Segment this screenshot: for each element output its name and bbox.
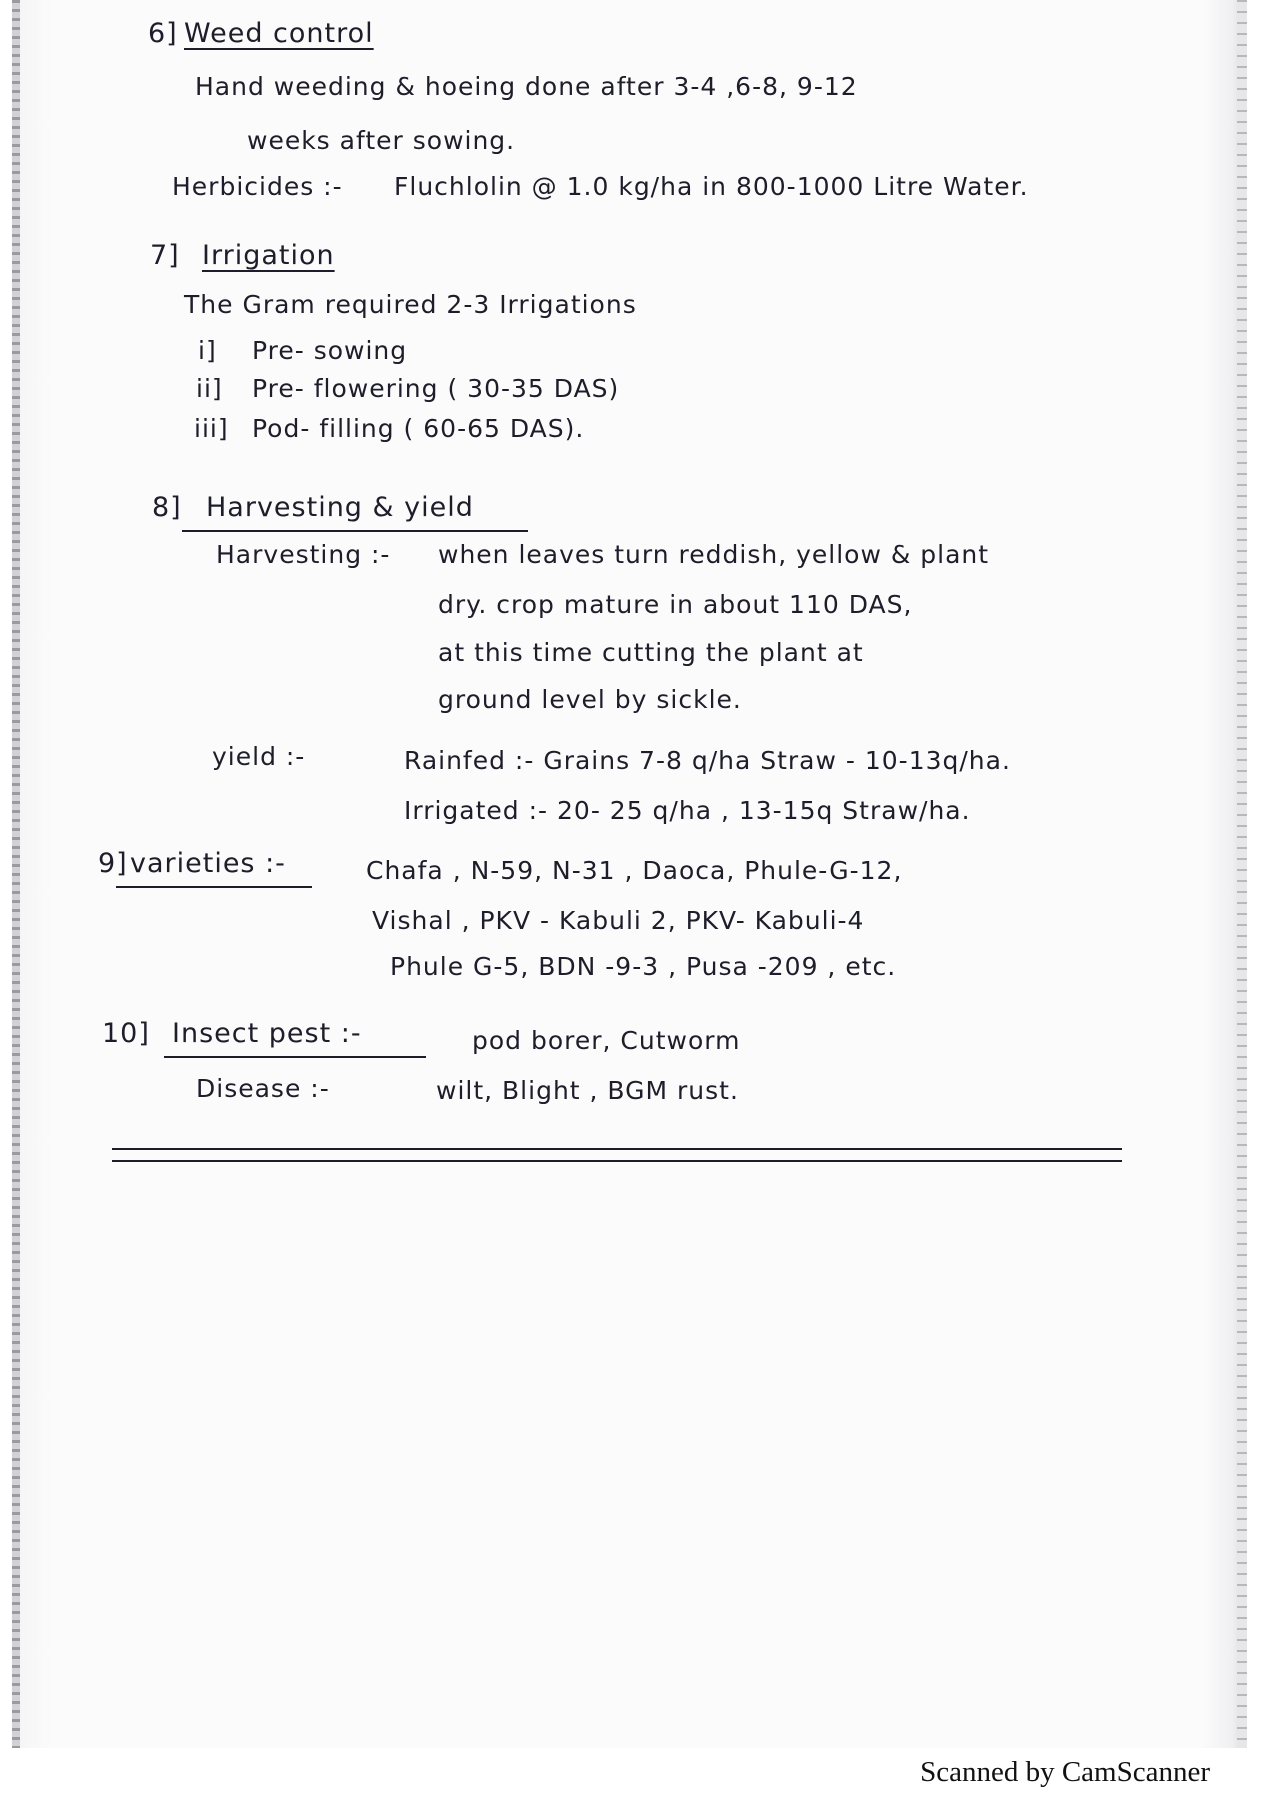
notebook-page (12, 0, 1247, 1748)
page-binding-edge (12, 0, 20, 1748)
list-marker: ii] (196, 374, 223, 403)
text-line: The Gram required 2-3 Irrigations (184, 290, 637, 319)
disease-label: Disease :- (196, 1074, 330, 1103)
text-line: dry. crop mature in about 110 DAS, (438, 590, 913, 619)
list-item: Pod- filling ( 60-65 DAS). (252, 414, 585, 443)
closing-rule-top (112, 1148, 1122, 1150)
list-marker: i] (198, 336, 217, 365)
camscanner-watermark: Scanned by CamScanner (920, 1756, 1210, 1788)
section-number: 6] (148, 18, 178, 49)
section-heading: varieties :- (130, 848, 286, 879)
text-line: Irrigated :- 20- 25 q/ha , 13-15q Straw/ha. (404, 796, 971, 825)
text-line: ground level by sickle. (438, 685, 742, 714)
text-line: Phule G-5, BDN -9-3 , Pusa -209 , etc. (390, 952, 897, 981)
text-line: Chafa , N-59, N-31 , Daoca, Phule-G-12, (366, 856, 903, 885)
heading-underline (116, 886, 312, 888)
text-line: Vishal , PKV - Kabuli 2, PKV- Kabuli-4 (372, 906, 865, 935)
list-item: Pre- flowering ( 30-35 DAS) (252, 374, 620, 403)
heading-underline (182, 530, 528, 532)
list-item: Pre- sowing (252, 336, 408, 365)
text-line: Rainfed :- Grains 7-8 q/ha Straw - 10-13q/ha. (404, 746, 1011, 775)
pest-text: pod borer, Cutworm (472, 1026, 741, 1055)
section-heading: Weed control (184, 18, 374, 49)
text-line: Hand weeding & hoeing done after 3-4 ,6-8, 9-12 (195, 72, 858, 101)
heading-underline (164, 1056, 426, 1058)
section-heading: Irrigation (202, 240, 335, 271)
section-heading: Harvesting & yield (206, 492, 474, 523)
section-number: 9] (98, 848, 128, 879)
section-number: 7] (150, 240, 180, 271)
section-heading: Insect pest :- (172, 1018, 362, 1049)
text-line: when leaves turn reddish, yellow & plant (438, 540, 990, 569)
herbicides-text: Fluchlolin @ 1.0 kg/ha in 800-1000 Litre Water. (394, 172, 1029, 201)
harvesting-label: Harvesting :- (216, 540, 391, 569)
herbicides-label: Herbicides :- (172, 172, 343, 201)
disease-text: wilt, Blight , BGM rust. (436, 1076, 739, 1105)
text-line: at this time cutting the plant at (438, 638, 864, 667)
yield-label: yield :- (212, 742, 306, 771)
list-marker: iii] (194, 414, 229, 443)
section-number: 8] (152, 492, 182, 523)
page-stack-edge (1237, 0, 1247, 1748)
section-number: 10] (102, 1018, 150, 1049)
closing-rule-bottom (112, 1160, 1122, 1162)
text-line: weeks after sowing. (247, 126, 516, 155)
